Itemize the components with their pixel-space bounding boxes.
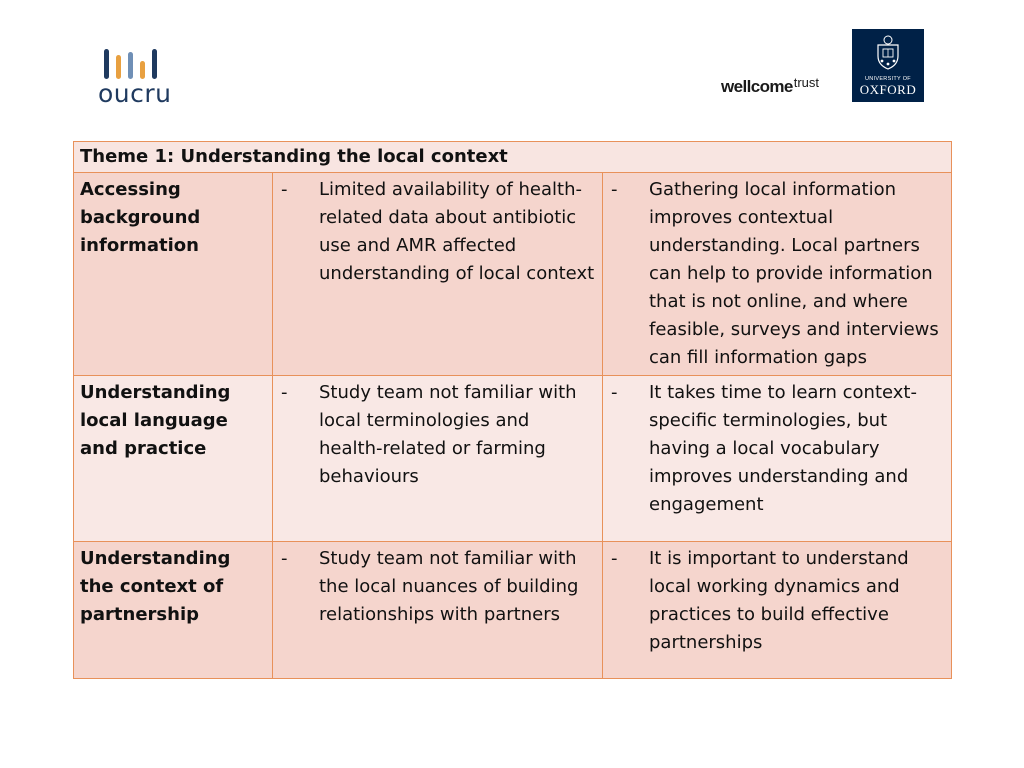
wellcome-logo-main: wellcome	[721, 77, 793, 96]
oxford-logo-line1: UNIVERSITY OF	[865, 76, 911, 82]
lesson-text: It takes time to learn context-specific terminologies, but having a local vocabulary improves understanding and engagement	[649, 382, 917, 515]
wellcome-logo-sub: trust	[793, 75, 820, 90]
bullet-marker: -	[611, 382, 618, 403]
oxford-logo	[852, 29, 924, 102]
challenge-text: Limited availability of health-related data about antibiotic use and AMR affected understanding of local context	[319, 179, 595, 284]
lesson-cell	[603, 376, 952, 542]
lesson-text: Gathering local information improves contextual understanding. Local partners can help to provide information that is not online, and where feasible, surveys and interviews can fill information gaps	[649, 179, 939, 368]
table-row	[74, 173, 952, 376]
oucru-logo-text: oucru	[98, 79, 172, 108]
oxford-crest-icon	[875, 34, 901, 70]
oucru-bar-1	[104, 49, 109, 79]
oucru-logo-bars	[104, 45, 168, 79]
theme-title-row	[74, 142, 952, 173]
row-label: Understanding local language and practice	[74, 376, 273, 542]
theme-table	[73, 141, 952, 679]
challenge-cell	[273, 542, 603, 679]
bullet-marker: -	[611, 548, 618, 569]
table-row	[74, 376, 952, 542]
oucru-logo	[98, 45, 178, 108]
challenge-cell	[273, 173, 603, 376]
theme-title: Theme 1: Understanding the local context	[74, 142, 952, 173]
lesson-cell	[603, 542, 952, 679]
oucru-bar-3	[128, 52, 133, 79]
row-label: Understanding the context of partnership	[74, 542, 273, 679]
wellcome-trust-logo	[721, 75, 819, 97]
row-label: Accessing background information	[74, 173, 273, 376]
challenge-cell	[273, 376, 603, 542]
bullet-marker: -	[611, 179, 618, 200]
oucru-bar-4	[140, 61, 145, 79]
bullet-marker: -	[281, 548, 288, 569]
oucru-bar-2	[116, 55, 121, 79]
challenge-text: Study team not familiar with local terminologies and health-related or farming behaviours	[319, 382, 577, 487]
challenge-text: Study team not familiar with the local nuances of building relationships with partners	[319, 548, 579, 625]
lesson-cell	[603, 173, 952, 376]
bullet-marker: -	[281, 179, 288, 200]
lesson-text: It is important to understand local working dynamics and practices to build effective partnerships	[649, 548, 909, 653]
oxford-logo-line2: OXFORD	[859, 82, 917, 97]
bullet-marker: -	[281, 382, 288, 403]
oucru-bar-5	[152, 49, 157, 79]
table-row	[74, 542, 952, 679]
